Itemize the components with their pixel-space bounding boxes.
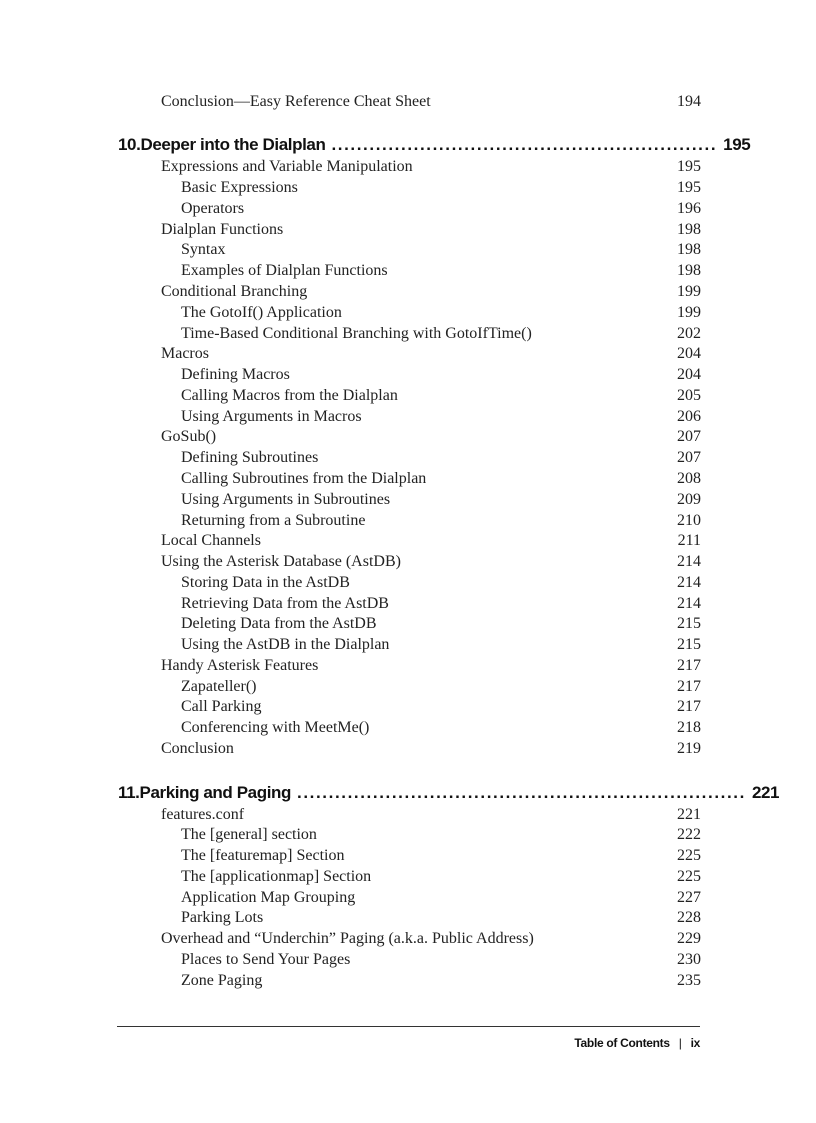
entry-page: 218 <box>677 719 701 736</box>
toc-subentry <box>181 825 701 845</box>
entry-title: Defining Macros <box>181 366 290 383</box>
toc-subentry <box>181 303 701 323</box>
entry-title: Operators <box>181 200 245 217</box>
toc-subentry <box>181 573 701 593</box>
chapter-title: Parking and Paging <box>139 783 291 802</box>
entry-title: GoSub() <box>161 428 217 445</box>
entry-title: Conclusion—Easy Reference Cheat Sheet <box>161 93 431 110</box>
entry-page: 198 <box>677 241 701 258</box>
entry-title: Zone Paging <box>181 972 263 989</box>
entry-title: Basic Expressions <box>181 179 298 196</box>
entry-title: Retrieving Data from the AstDB <box>181 595 389 612</box>
entry-title: Deleting Data from the AstDB <box>181 615 377 632</box>
entry-title: Handy Asterisk Features <box>161 657 319 674</box>
chapter-11-heading <box>118 781 780 805</box>
toc-entry <box>161 531 701 551</box>
toc-entry <box>161 656 701 676</box>
entry-page: 222 <box>677 826 701 843</box>
toc-subentry <box>181 407 701 427</box>
toc-subentry <box>181 448 701 468</box>
toc-subentry <box>181 240 701 260</box>
toc-subentry <box>181 888 701 908</box>
entry-title: Defining Subroutines <box>181 449 319 466</box>
entry-title: Examples of Dialplan Functions <box>181 262 388 279</box>
entry-title: Time-Based Conditional Branching with GotoIfTime() <box>181 325 532 342</box>
toc-entry <box>161 92 701 112</box>
chapter-page: 195 <box>723 135 751 154</box>
entry-page: 214 <box>677 595 701 612</box>
entry-title: The GotoIf() Application <box>181 304 342 321</box>
toc-subentry <box>181 867 701 887</box>
entry-title: Call Parking <box>181 698 262 715</box>
chapter-number: 10. <box>118 135 141 154</box>
entry-page: 205 <box>677 387 701 404</box>
entry-page: 217 <box>677 698 701 715</box>
entry-page: 221 <box>677 806 701 823</box>
toc-subentry <box>181 697 701 717</box>
entry-page: 195 <box>677 158 701 175</box>
entry-title: Dialplan Functions <box>161 221 284 238</box>
entry-page: 230 <box>677 951 701 968</box>
entry-title: Conferencing with MeetMe() <box>181 719 370 736</box>
footer-rule <box>117 1026 700 1027</box>
entry-title: Using Arguments in Macros <box>181 408 362 425</box>
toc-entry <box>161 427 701 447</box>
entry-page: 217 <box>677 678 701 695</box>
entry-page: 215 <box>677 615 701 632</box>
toc-subentry <box>181 614 701 634</box>
entry-page: 227 <box>677 889 701 906</box>
entry-title: The [featuremap] Section <box>181 847 345 864</box>
footer-page-number: ix <box>690 1036 700 1050</box>
toc-subentry <box>181 178 701 198</box>
toc-subentry <box>181 718 701 738</box>
entry-title: Places to Send Your Pages <box>181 951 351 968</box>
entry-page: 228 <box>677 909 701 926</box>
entry-page: 196 <box>677 200 701 217</box>
toc-subentry <box>181 324 701 344</box>
toc-subentry <box>181 365 701 385</box>
entry-page: 215 <box>677 636 701 653</box>
entry-title: Parking Lots <box>181 909 264 926</box>
toc-entry <box>161 805 701 825</box>
toc-entry <box>161 929 701 949</box>
toc-subentry <box>181 950 701 970</box>
entry-page: 217 <box>677 657 701 674</box>
chapter-number: 11. <box>118 783 140 802</box>
entry-page: 198 <box>677 221 701 238</box>
entry-page: 209 <box>677 491 701 508</box>
entry-page: 198 <box>677 262 701 279</box>
chapter-title: Deeper into the Dialplan <box>140 135 326 154</box>
footer-separator: | <box>678 1036 682 1050</box>
toc-entry <box>161 157 701 177</box>
entry-page: 214 <box>677 574 701 591</box>
entry-page: 207 <box>677 449 701 466</box>
entry-title: Syntax <box>181 241 226 258</box>
page-footer <box>574 1034 700 1052</box>
chapter-page: 221 <box>751 783 780 802</box>
toc-subentry <box>181 490 701 510</box>
entry-page: 199 <box>677 283 701 300</box>
entry-title: Overhead and “Underchin” Paging (a.k.a. Public Address) <box>161 930 534 947</box>
toc-entry <box>161 344 701 364</box>
entry-page: 194 <box>677 93 701 110</box>
entry-title: Returning from a Subroutine <box>181 512 366 529</box>
entry-title: Conditional Branching <box>161 283 308 300</box>
toc-subentry <box>181 469 701 489</box>
entry-page: 199 <box>677 304 701 321</box>
entry-page: 202 <box>677 325 701 342</box>
entry-title: Local Channels <box>161 532 261 549</box>
entry-title: Using the AstDB in the Dialplan <box>181 636 390 653</box>
entry-title: Conclusion <box>161 740 234 757</box>
entry-title: Macros <box>161 345 209 362</box>
entry-title: The [general] section <box>181 826 317 843</box>
toc-subentry <box>181 199 701 219</box>
dot-leader: ....................................................................... <box>297 783 746 802</box>
entry-page: 225 <box>677 868 701 885</box>
toc-entry <box>161 739 701 759</box>
entry-title: Storing Data in the AstDB <box>181 574 350 591</box>
entry-title: Expressions and Variable Manipulation <box>161 158 413 175</box>
entry-page: 207 <box>677 428 701 445</box>
entry-title: Zapateller() <box>181 678 257 695</box>
toc-subentry <box>181 846 701 866</box>
footer-label: Table of Contents <box>574 1036 670 1050</box>
dot-leader: ............................................................. <box>331 135 718 154</box>
toc-entry <box>161 552 701 572</box>
toc-subentry <box>181 511 701 531</box>
entry-page: 210 <box>677 512 701 529</box>
chapter-10-heading <box>118 133 751 157</box>
toc-subentry <box>181 386 701 406</box>
entry-title: features.conf <box>161 806 245 823</box>
entry-title: Calling Subroutines from the Dialplan <box>181 470 427 487</box>
entry-title: Calling Macros from the Dialplan <box>181 387 398 404</box>
entry-title: Using Arguments in Subroutines <box>181 491 391 508</box>
entry-page: 195 <box>677 179 701 196</box>
entry-page: 235 <box>677 972 701 989</box>
entry-page: 208 <box>677 470 701 487</box>
toc-subentry <box>181 908 701 928</box>
toc-subentry <box>181 677 701 697</box>
toc-entry <box>161 220 701 240</box>
toc-subentry <box>181 971 701 991</box>
toc-subentry <box>181 261 701 281</box>
entry-page: 204 <box>677 366 701 383</box>
entry-title: The [applicationmap] Section <box>181 868 372 885</box>
toc-entry <box>161 282 701 302</box>
entry-page: 204 <box>677 345 701 362</box>
toc-subentry <box>181 635 701 655</box>
toc-subentry <box>181 594 701 614</box>
entry-page: 214 <box>677 553 701 570</box>
entry-title: Using the Asterisk Database (AstDB) <box>161 553 401 570</box>
entry-page: 206 <box>677 408 701 425</box>
entry-page: 219 <box>677 740 701 757</box>
entry-title: Application Map Grouping <box>181 889 356 906</box>
entry-page: 229 <box>677 930 701 947</box>
entry-page: 211 <box>677 532 701 549</box>
entry-page: 225 <box>677 847 701 864</box>
